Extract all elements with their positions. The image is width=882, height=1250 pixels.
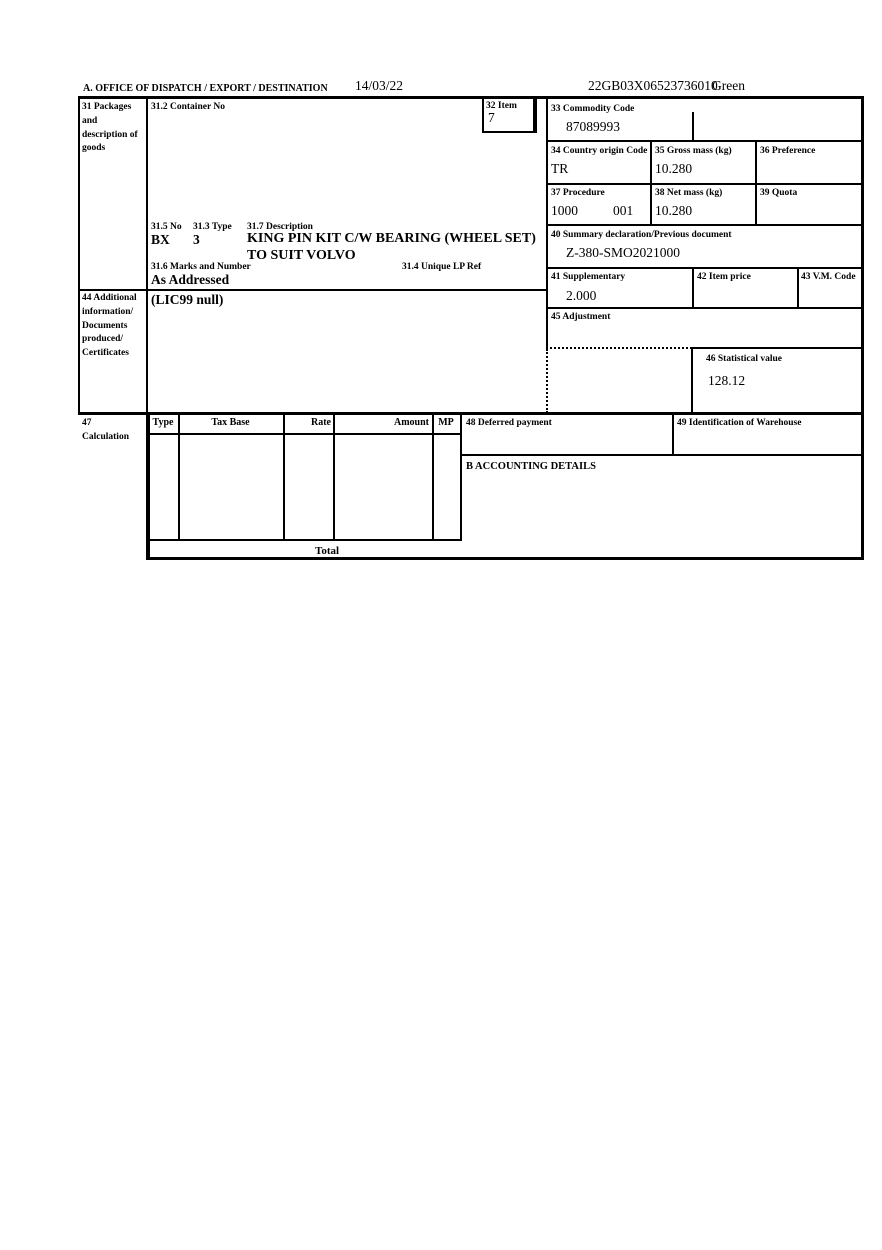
preference-label: 36 Preference xyxy=(760,146,816,156)
commodity-code-value: 87089993 xyxy=(566,119,620,134)
item-number-value: 7 xyxy=(488,110,495,125)
description-label: 31.7 Description xyxy=(247,222,313,232)
accounting-details-label: B ACCOUNTING DETAILS xyxy=(466,461,596,472)
line-41-42-divider xyxy=(692,267,694,308)
line-34-row-bottom xyxy=(546,183,863,185)
line-40-bottom xyxy=(546,267,863,269)
line-main-divider-dotted xyxy=(546,349,548,413)
section-a-title: A. OFFICE OF DISPATCH / EXPORT / DESTINATION xyxy=(83,83,328,94)
gross-mass-label: 35 Gross mass (kg) xyxy=(655,146,732,156)
col-header-rate: Rate xyxy=(311,417,331,428)
routing-status: Green xyxy=(712,78,745,93)
table-right xyxy=(460,412,462,541)
box31-label: 31 Packages and description of goods xyxy=(82,102,138,154)
net-mass-label: 38 Net mass (kg) xyxy=(655,188,723,198)
table-left xyxy=(148,412,150,560)
packages-no-value: BX xyxy=(151,232,170,247)
item-number-label: 32 Item xyxy=(486,101,517,111)
vm-code-label: 43 V.M. Code xyxy=(801,272,856,282)
net-mass-value: 10.280 xyxy=(655,203,693,218)
line-48-49-divider xyxy=(672,412,674,456)
line-47-top xyxy=(78,412,864,415)
line-46-left xyxy=(691,347,693,413)
line-33-bottom xyxy=(546,140,863,142)
declaration-reference: 22GB03X06523736010 xyxy=(588,78,718,93)
supplementary-value: 2.000 xyxy=(566,288,597,303)
line-42-43-divider xyxy=(797,267,799,308)
statistical-value-label: 46 Statistical value xyxy=(706,354,782,364)
box47-label: 47 Calculation xyxy=(82,418,129,442)
line-main-divider xyxy=(546,96,548,349)
line-44-top xyxy=(78,289,547,291)
border-top xyxy=(78,96,864,99)
line-41-row-bottom xyxy=(546,307,863,309)
line-commodity-tick xyxy=(692,112,694,141)
box44-label: 44 Additional information/ Documents produced/ Certificates xyxy=(82,293,137,359)
quota-label: 39 Quota xyxy=(760,188,798,198)
marks-label: 31.6 Marks and Number xyxy=(151,262,251,272)
packages-no-label: 31.5 No xyxy=(151,222,182,232)
item-price-label: 42 Item price xyxy=(697,272,751,282)
lp-ref-label: 31.4 Unique LP Ref xyxy=(402,262,482,272)
line-table-header-bottom xyxy=(148,433,461,435)
line-46-top xyxy=(692,347,863,349)
line-b-section-top xyxy=(460,454,863,456)
line-37-row-bottom xyxy=(546,224,863,226)
line-34-35-divider xyxy=(650,140,652,225)
procedure-value-2: 001 xyxy=(613,203,634,218)
col-header-tax-base: Tax Base xyxy=(211,417,250,428)
item-box-bottom xyxy=(482,131,537,133)
col-header-type: Type xyxy=(152,417,174,428)
commodity-code-label: 33 Commodity Code xyxy=(551,104,635,114)
line-45-bottom-dotted xyxy=(546,347,692,349)
col-header-amount: Amount xyxy=(393,417,429,428)
previous-document-label: 40 Summary declaration/Previous document xyxy=(551,230,732,240)
country-origin-value: TR xyxy=(551,161,569,176)
procedure-value-1: 1000 xyxy=(551,203,578,218)
procedure-label: 37 Procedure xyxy=(551,188,605,198)
additional-info-value: (LIC99 null) xyxy=(151,292,224,307)
supplementary-label: 41 Supplementary xyxy=(551,272,626,282)
warehouse-id-label: 49 Identification of Warehouse xyxy=(677,418,802,428)
declaration-date: 14/03/22 xyxy=(355,78,404,93)
previous-document-value: Z-380-SMO2021000 xyxy=(566,245,680,260)
container-no-label: 31.2 Container No xyxy=(151,102,225,112)
line-35-36-divider xyxy=(755,140,757,225)
adjustment-label: 45 Adjustment xyxy=(551,312,611,322)
description-value: KING PIN KIT C/W BEARING (WHEEL SET) TO SUIT VOLVO xyxy=(247,231,536,263)
gross-mass-value: 10.280 xyxy=(655,161,693,176)
statistical-value: 128.12 xyxy=(708,373,746,388)
marks-value: As Addressed xyxy=(151,272,230,287)
border-left xyxy=(78,96,80,415)
col-header-mp: MP xyxy=(438,417,454,428)
border-bottom xyxy=(148,557,863,560)
total-label: Total xyxy=(315,545,340,557)
deferred-payment-label: 48 Deferred payment xyxy=(466,418,552,428)
border-right xyxy=(861,96,864,560)
packages-type-value: 3 xyxy=(193,232,200,247)
line-table-bottom xyxy=(148,539,461,541)
country-origin-label: 34 Country origin Code xyxy=(551,146,648,156)
packages-type-label: 31.3 Type xyxy=(193,222,232,232)
item-box-left xyxy=(482,96,484,133)
item-box-right xyxy=(533,96,537,133)
